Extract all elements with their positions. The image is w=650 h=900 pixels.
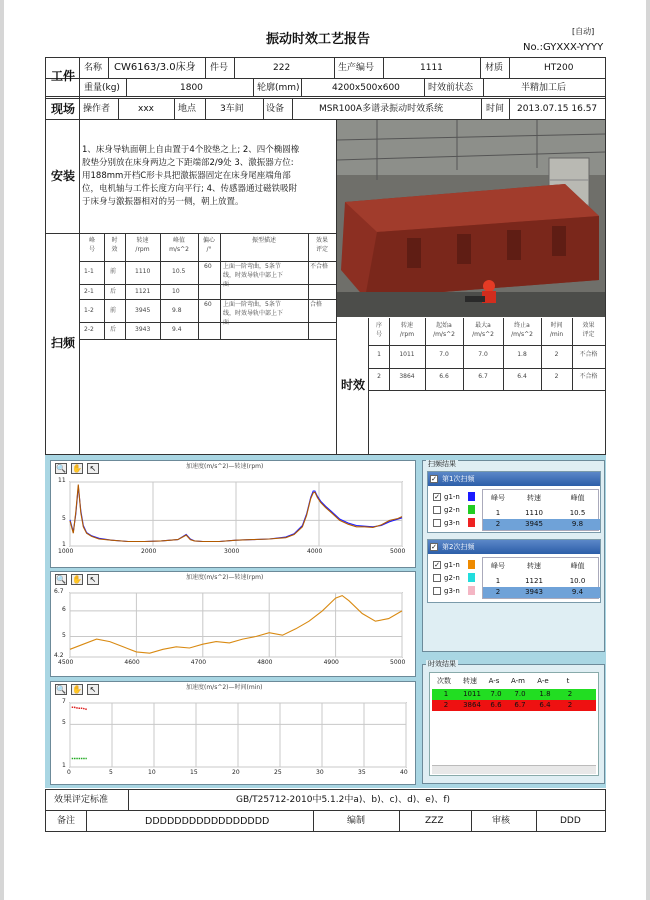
scan-when: 后 bbox=[110, 288, 117, 295]
scan-rpm: 3945 bbox=[135, 307, 151, 314]
peak-table-cell: 9.4 bbox=[571, 588, 584, 596]
scan-peak: 2-2 bbox=[84, 326, 94, 333]
aging-header-cell: 号 bbox=[375, 331, 382, 338]
scan-rpm: 1110 bbox=[135, 268, 151, 275]
aging-result-cell: 6.4 bbox=[539, 701, 551, 709]
aging-cell: 1 bbox=[377, 351, 381, 358]
aging-result-cell: 2 bbox=[567, 701, 573, 709]
prod-no-label: 生产编号 bbox=[338, 63, 375, 73]
peak-table-row bbox=[483, 587, 600, 598]
aging-result-header: t bbox=[566, 677, 570, 685]
time-value: 2013.07.15 16.57 bbox=[517, 104, 598, 114]
group-checkbox[interactable]: ✓ bbox=[431, 543, 437, 551]
horizontal-scrollbar[interactable] bbox=[432, 765, 596, 774]
scan-mode-desc: 上面一阶弯曲，5条节 bbox=[223, 301, 281, 308]
scan-mode-desc: 上面一阶弯曲，5条节 bbox=[223, 263, 281, 270]
channel-swatch bbox=[468, 560, 475, 569]
scan-when: 前 bbox=[110, 307, 117, 314]
aging-header-cell: 效果 bbox=[582, 322, 595, 329]
scan-peak: 1-2 bbox=[84, 307, 94, 314]
channel-checkbox[interactable] bbox=[433, 519, 441, 527]
zoom-icon[interactable]: 🔍 bbox=[56, 575, 66, 584]
scan-results-title: 扫频结果 bbox=[428, 460, 456, 468]
channel-name: g3-n bbox=[444, 519, 460, 527]
dims-value: 4200x500x600 bbox=[332, 83, 400, 93]
scan-group-1 bbox=[427, 471, 601, 533]
peak-table-cell: 9.8 bbox=[571, 520, 584, 528]
state-value: 半精加工后 bbox=[521, 83, 567, 93]
reviewer-value: DDD bbox=[560, 816, 581, 826]
scan-mode-desc: 面 bbox=[223, 319, 230, 326]
x-tick-label: 40 bbox=[400, 769, 408, 776]
report-title: 振动时效工艺报告 bbox=[266, 32, 371, 47]
channel-checkbox[interactable] bbox=[433, 587, 441, 595]
x-tick-label: 30 bbox=[316, 769, 324, 776]
aging-result-cell: 7.0 bbox=[490, 690, 502, 698]
state-label: 时效前状态 bbox=[428, 83, 474, 93]
location-value: 3车间 bbox=[220, 104, 244, 114]
aging-header-cell: /m/s^2 bbox=[511, 331, 533, 338]
prod-no-value: 1111 bbox=[420, 63, 443, 73]
peak-table-header: 峰号 bbox=[491, 494, 505, 502]
aging-cell: 不合格 bbox=[579, 351, 598, 358]
aging-result-cell: 1.8 bbox=[539, 690, 551, 698]
scan-peak-value: 9.4 bbox=[172, 326, 182, 333]
section-workpiece: 工件 bbox=[51, 69, 76, 83]
scan-rpm: 3943 bbox=[135, 326, 151, 333]
peak-table-cell: 3943 bbox=[525, 588, 543, 596]
aging-header-cell: 时间 bbox=[550, 322, 563, 329]
pointer-icon[interactable]: ↖ bbox=[87, 463, 99, 474]
mode-label: [自动] bbox=[572, 27, 595, 36]
aging-result-row bbox=[432, 700, 596, 711]
scan-header-cell: 效 bbox=[111, 246, 118, 253]
name-value: CW6163/3.0床身 bbox=[114, 62, 196, 73]
scan-header-cell: 时 bbox=[111, 237, 118, 244]
scan-group-header: 第2次扫频 bbox=[428, 540, 600, 554]
scan-peak-table bbox=[482, 489, 599, 531]
scan-ecc: 60 bbox=[204, 301, 212, 308]
scan-mode-desc: 线，时效导轨中部上下 bbox=[223, 310, 284, 317]
part-no-label: 件号 bbox=[210, 63, 229, 73]
pan-icon[interactable]: ✋ bbox=[72, 575, 82, 584]
peak-table-cell: 3945 bbox=[525, 520, 543, 528]
aging-cell: 7.0 bbox=[478, 351, 488, 358]
aging-result-cell: 2 bbox=[567, 690, 573, 698]
peak-table-header: 峰值 bbox=[570, 494, 585, 502]
scan-rpm: 1121 bbox=[135, 288, 151, 295]
scan-peak: 2-1 bbox=[84, 288, 94, 295]
aging-result-cell: 3864 bbox=[463, 701, 481, 709]
scan-header-cell: 峰 bbox=[88, 237, 95, 244]
material-value: HT200 bbox=[544, 63, 574, 73]
peak-table-cell: 10.5 bbox=[569, 509, 586, 517]
channel-name: g1-n bbox=[444, 493, 460, 501]
channel-checkbox[interactable]: ✓ bbox=[434, 561, 440, 569]
install-line: 胶垫分别放在床身两边之下距端部2/9处 3、激振器方位: bbox=[82, 158, 294, 168]
x-tick-label: 5000 bbox=[390, 548, 406, 555]
peak-table-cell: 2 bbox=[495, 520, 501, 528]
operator-value: xxx bbox=[138, 104, 154, 114]
peak-table-row bbox=[483, 519, 600, 530]
x-tick-label: 1000 bbox=[58, 548, 74, 555]
y-tick-label: 4.2 bbox=[54, 652, 64, 659]
weight-value: 1800 bbox=[180, 83, 203, 93]
channel-swatch bbox=[468, 492, 475, 501]
channel-checkbox[interactable] bbox=[433, 506, 441, 514]
aging-cell: 2 bbox=[554, 373, 559, 380]
scan-mode-desc: 面 bbox=[223, 281, 230, 288]
section-aging: 时效 bbox=[341, 378, 366, 392]
scan-eval: 不合格 bbox=[310, 263, 329, 270]
aging-header-cell: 起始a bbox=[436, 322, 452, 329]
y-tick-label: 1 bbox=[62, 541, 66, 548]
scan-header-cell: 效果 bbox=[315, 237, 328, 244]
aging-header-cell: /m/s^2 bbox=[472, 331, 494, 338]
x-tick-label: 4900 bbox=[323, 659, 339, 666]
x-tick-label: 20 bbox=[232, 769, 240, 776]
scan-eval: 合格 bbox=[310, 301, 323, 308]
aging-result-cell: 1011 bbox=[463, 690, 481, 698]
section-site: 现场 bbox=[51, 102, 76, 116]
aging-header-cell: 转速 bbox=[400, 322, 413, 329]
channel-checkbox[interactable]: ✓ bbox=[434, 493, 440, 501]
aging-cell: 6.4 bbox=[517, 373, 527, 380]
install-line: 用188mm开档C形卡具把激振器固定在床身尾座端角部 bbox=[82, 171, 291, 181]
peak-table-cell: 1121 bbox=[525, 577, 543, 585]
scan-header-cell: /rpm bbox=[135, 246, 150, 253]
report-sheet bbox=[4, 0, 646, 900]
aging-header-cell: /rpm bbox=[399, 331, 415, 338]
dims-label: 轮廓(mm) bbox=[257, 83, 300, 93]
y-tick-label: 6.7 bbox=[54, 588, 64, 595]
install-line: 1、床身导轨面朝上自由置于4个胶垫之上; 2、四个椭圆橡 bbox=[82, 145, 300, 155]
scan-peak-table bbox=[482, 557, 599, 599]
peak-table-cell: 1110 bbox=[525, 509, 543, 517]
peak-table-header: 峰值 bbox=[570, 562, 585, 570]
x-tick-label: 5 bbox=[109, 769, 113, 776]
aging-cell: 2 bbox=[554, 351, 559, 358]
time-label: 时间 bbox=[486, 104, 505, 114]
equipment-value: MSR100A多谱录振动时效系统 bbox=[319, 104, 444, 114]
standard-value: GB/T25712-2010中5.1.2中a)、b)、c)、d)、e)、f) bbox=[236, 795, 451, 805]
aging-cell: 6.7 bbox=[478, 373, 488, 380]
scan-header-cell: 评定 bbox=[315, 246, 328, 253]
aging-cell: 2 bbox=[377, 373, 381, 380]
install-line: 位，电机轴与工件长度方向平行; 4、传感器通过磁铁吸附 bbox=[82, 184, 297, 194]
scan-header-cell: 峰值 bbox=[172, 237, 185, 244]
aging-result-header: A-m bbox=[511, 677, 525, 685]
y-tick-label: 7 bbox=[62, 698, 66, 705]
workpiece-photo bbox=[337, 120, 605, 317]
aging-result-header: A-s bbox=[488, 677, 500, 685]
chart-title: 加速度(m/s^2)—转速(rpm) bbox=[186, 574, 264, 581]
scan-peak-value: 9.8 bbox=[172, 307, 182, 314]
material-label: 材质 bbox=[485, 63, 504, 73]
chart-title: 加速度(m/s^2)—转速(rpm) bbox=[186, 463, 264, 470]
weight-label: 重量(kg) bbox=[84, 83, 120, 93]
channel-swatch bbox=[468, 586, 475, 595]
x-tick-label: 4000 bbox=[307, 548, 323, 555]
y-tick-label: 5 bbox=[62, 515, 66, 523]
pointer-icon[interactable]: ↖ bbox=[87, 574, 99, 585]
aging-header-cell: 序 bbox=[375, 322, 382, 329]
aging-result-cell: 1 bbox=[443, 690, 449, 698]
x-tick-label: 4800 bbox=[257, 659, 273, 666]
x-tick-label: 35 bbox=[358, 769, 366, 776]
y-tick-label: 1 bbox=[62, 762, 66, 769]
series-line bbox=[72, 707, 87, 709]
aging-cell: 3864 bbox=[399, 373, 415, 380]
scan-header-cell: 偏心 bbox=[202, 237, 215, 244]
aging-cell: 1.8 bbox=[517, 351, 527, 358]
pan-icon[interactable]: ✋ bbox=[72, 685, 82, 694]
x-tick-label: 25 bbox=[274, 769, 282, 776]
scan-group-2 bbox=[427, 539, 601, 603]
section-install: 安装 bbox=[51, 169, 76, 183]
x-tick-label: 5000 bbox=[390, 659, 406, 666]
name-label: 名称 bbox=[84, 63, 103, 73]
channel-name: g1-n bbox=[444, 561, 460, 569]
peak-table-cell: 1 bbox=[495, 509, 501, 517]
peak-table-header: 转速 bbox=[527, 494, 541, 502]
install-line: 于床身与激振器相对的另一侧，朝上放置。 bbox=[82, 197, 244, 207]
plot-frame bbox=[70, 593, 402, 657]
aging-result-header: 转速 bbox=[463, 677, 477, 685]
aging-result-row bbox=[432, 689, 596, 700]
y-tick-label: 6 bbox=[62, 605, 66, 613]
x-tick-label: 15 bbox=[190, 769, 198, 776]
peak-table-cell: 2 bbox=[495, 588, 501, 596]
pan-icon[interactable]: ✋ bbox=[72, 464, 82, 473]
x-tick-label: 4700 bbox=[190, 659, 207, 666]
report-number: No.:GYXXX-YYYY bbox=[523, 42, 604, 53]
install-text bbox=[82, 144, 334, 209]
x-tick-label: 4500 bbox=[58, 659, 74, 666]
channel-checkbox[interactable] bbox=[433, 574, 441, 582]
scan-header-cell: 转速 bbox=[136, 237, 149, 244]
scan-group-header: 第1次扫频 bbox=[428, 472, 600, 486]
peak-table-header: 峰号 bbox=[491, 562, 505, 570]
scan-header-cell: 振型描述 bbox=[251, 237, 276, 244]
aging-header-cell: /min bbox=[549, 331, 564, 338]
x-tick-label: 10 bbox=[148, 769, 156, 776]
aging-results-title: 时效结果 bbox=[428, 660, 456, 668]
aging-cell: 6.6 bbox=[439, 373, 449, 380]
scan-header-cell: /° bbox=[206, 246, 212, 253]
aging-header-cell: 最大a bbox=[475, 322, 491, 329]
y-tick-label: 5 bbox=[62, 631, 66, 639]
aging-header-cell: 终止a bbox=[514, 322, 530, 329]
scan-when: 前 bbox=[110, 268, 117, 275]
peak-table-cell: 1 bbox=[495, 577, 501, 585]
x-tick-label: 2000 bbox=[141, 548, 157, 555]
scan-peak: 1-1 bbox=[84, 268, 94, 275]
chart-plot bbox=[70, 593, 404, 659]
peak-table-row bbox=[483, 508, 600, 519]
aging-cell: 不合格 bbox=[579, 373, 598, 380]
part-no-value: 222 bbox=[273, 63, 291, 73]
chart-title: 加速度(m/s^2)—时间(min) bbox=[186, 684, 263, 691]
group-checkbox[interactable]: ✓ bbox=[431, 475, 437, 483]
chart-plot bbox=[70, 482, 404, 548]
editor-value: ZZZ bbox=[425, 816, 444, 826]
aging-cell: 1011 bbox=[399, 351, 415, 358]
scan-header-cell: 号 bbox=[88, 246, 95, 253]
series-line bbox=[70, 596, 402, 654]
remark-label: 备注 bbox=[57, 816, 76, 826]
channel-swatch bbox=[468, 518, 475, 527]
channel-name: g2-n bbox=[444, 574, 460, 582]
x-tick-label: 3000 bbox=[224, 548, 240, 555]
aging-results-table bbox=[429, 672, 599, 776]
channel-name: g3-n bbox=[444, 587, 460, 595]
scan-ecc: 60 bbox=[204, 263, 212, 270]
peak-table-row bbox=[483, 576, 600, 587]
aging-result-cell: 6.7 bbox=[514, 701, 526, 709]
equipment-label: 设备 bbox=[266, 104, 285, 114]
zoom-icon[interactable]: 🔍 bbox=[56, 464, 66, 473]
aging-header-cell: /m/s^2 bbox=[433, 331, 455, 338]
x-tick-label: 0 bbox=[67, 769, 71, 776]
location-label: 地点 bbox=[178, 104, 197, 114]
pointer-icon[interactable]: ↖ bbox=[87, 684, 99, 695]
scan-mode-desc: 线，时效导轨中部上下 bbox=[223, 272, 284, 279]
y-tick-label: 11 bbox=[58, 477, 66, 484]
aging-result-cell: 2 bbox=[443, 701, 449, 709]
scan-peak-value: 10.5 bbox=[172, 268, 186, 275]
y-tick-label: 5 bbox=[62, 719, 66, 727]
editor-label: 编制 bbox=[347, 816, 366, 826]
aging-cell: 7.0 bbox=[439, 351, 449, 358]
x-tick-label: 4600 bbox=[124, 659, 140, 666]
remark-value: DDDDDDDDDDDDDDDDD bbox=[145, 816, 270, 827]
channel-name: g2-n bbox=[444, 506, 460, 514]
scan-peak-value: 10 bbox=[172, 288, 180, 295]
aging-result-header: A-e bbox=[537, 677, 549, 685]
channel-swatch bbox=[468, 573, 475, 582]
aging-result-cell: 7.0 bbox=[514, 690, 526, 698]
scan-when: 后 bbox=[110, 326, 117, 333]
section-scan: 扫频 bbox=[51, 336, 76, 350]
channel-swatch bbox=[468, 505, 475, 514]
aging-result-header: 次数 bbox=[437, 677, 451, 685]
peak-table-cell: 10.0 bbox=[569, 577, 586, 585]
zoom-icon[interactable]: 🔍 bbox=[56, 685, 66, 694]
scan-header-cell: m/s^2 bbox=[169, 246, 189, 253]
operator-label: 操作者 bbox=[83, 104, 111, 114]
standard-label: 效果评定标准 bbox=[54, 795, 109, 805]
aging-result-cell: 6.6 bbox=[490, 701, 502, 709]
peak-table-header: 转速 bbox=[527, 562, 541, 570]
chart-plot bbox=[70, 703, 408, 769]
aging-header-cell: 评定 bbox=[582, 331, 595, 338]
reviewer-label: 审核 bbox=[492, 816, 511, 826]
